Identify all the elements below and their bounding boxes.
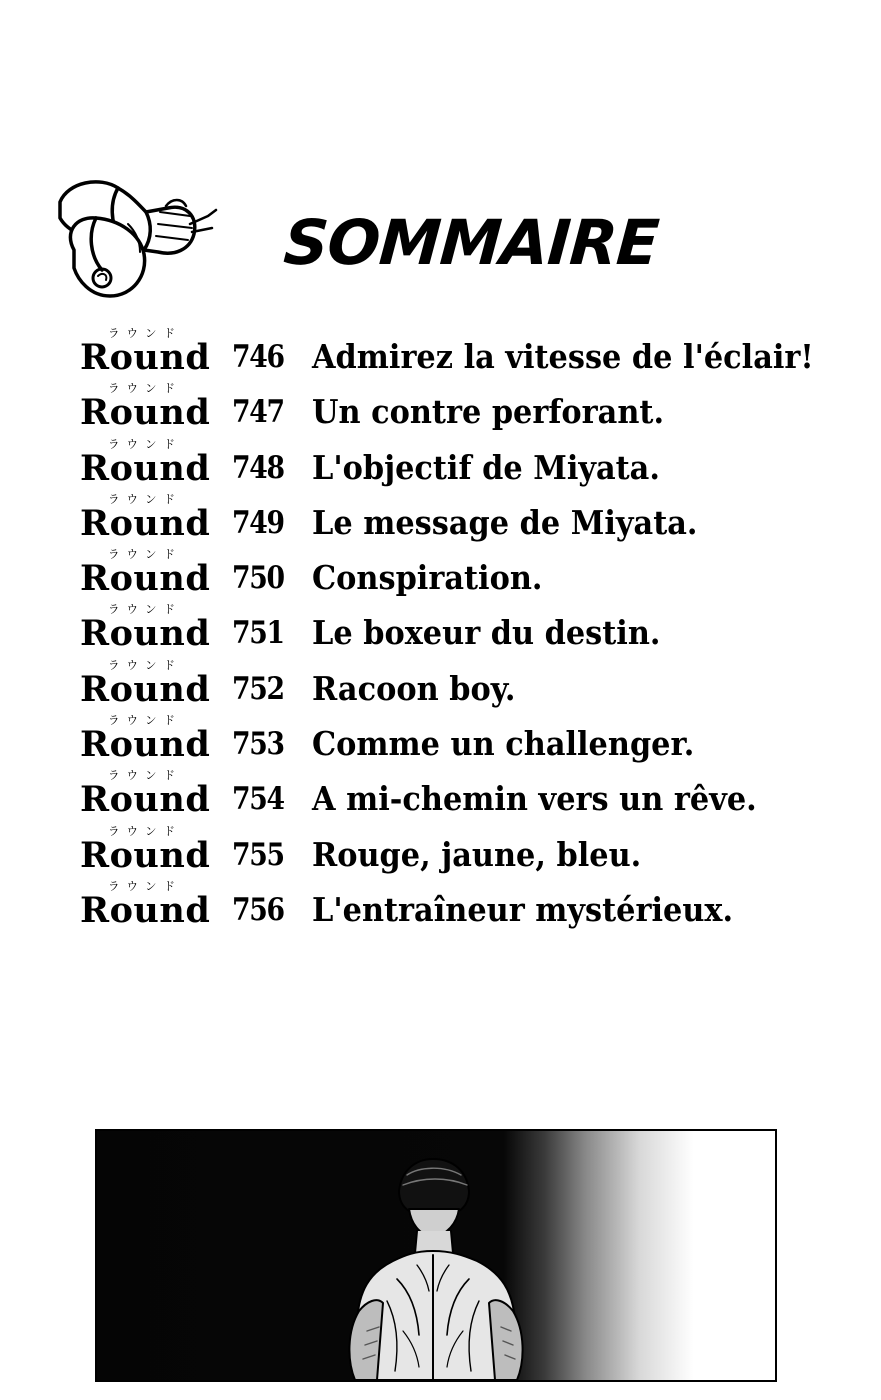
ruby-annotation: ラウンド bbox=[108, 657, 182, 672]
toc-entry bbox=[80, 383, 870, 438]
round-label: Round bbox=[80, 447, 211, 489]
round-label: Round bbox=[80, 558, 211, 600]
round-number: 753 bbox=[232, 726, 284, 763]
toc-entry bbox=[80, 770, 870, 825]
round-label: Round bbox=[80, 337, 211, 378]
round-label: Round bbox=[80, 889, 211, 931]
ruby-annotation: ラウンド bbox=[108, 326, 182, 340]
round-label: Round bbox=[80, 392, 211, 434]
round-number: 756 bbox=[232, 891, 284, 928]
ruby-annotation: ラウンド bbox=[108, 602, 182, 617]
chapter-title: L'objectif de Miyata. bbox=[312, 447, 660, 487]
toc-entry bbox=[80, 657, 870, 715]
round-number: 752 bbox=[232, 670, 284, 707]
round-label: Round bbox=[80, 779, 211, 821]
toc-entry bbox=[80, 328, 870, 383]
round-number: 751 bbox=[232, 615, 284, 652]
table-of-contents bbox=[80, 328, 870, 936]
round-label: Round bbox=[80, 502, 211, 544]
chapter-title: Le boxeur du destin. bbox=[312, 613, 661, 653]
round-label: Round bbox=[80, 724, 211, 766]
round-label: Round bbox=[80, 834, 211, 876]
chapter-title: Comme un challenger. bbox=[312, 724, 695, 764]
chapter-title: Racoon boy. bbox=[312, 668, 516, 708]
toc-entry bbox=[80, 823, 870, 881]
ruby-annotation: ラウンド bbox=[108, 878, 182, 893]
boxer-silhouette bbox=[97, 1131, 775, 1380]
ruby-annotation: ラウンド bbox=[108, 547, 182, 562]
ruby-annotation: ラウンド bbox=[108, 823, 182, 838]
chapter-title: Rouge, jaune, bleu. bbox=[312, 834, 642, 874]
toc-entry bbox=[80, 491, 870, 549]
toc-entry bbox=[80, 436, 870, 494]
round-number: 749 bbox=[232, 504, 284, 541]
round-number: 750 bbox=[232, 560, 284, 597]
toc-entry bbox=[80, 715, 870, 770]
chapter-title: Conspiration. bbox=[312, 558, 543, 598]
chapter-title: Le message de Miyata. bbox=[312, 502, 698, 542]
toc-entry bbox=[80, 604, 870, 659]
chapter-title: L'entraîneur mystérieux. bbox=[312, 889, 734, 929]
ruby-annotation: ラウンド bbox=[108, 713, 182, 728]
ruby-annotation: ラウンド bbox=[108, 491, 182, 506]
round-number: 747 bbox=[232, 394, 284, 431]
toc-entry bbox=[80, 549, 870, 604]
page-title: SOMMAIRE bbox=[281, 206, 661, 279]
ruby-annotation: ラウンド bbox=[108, 436, 182, 451]
toc-entry bbox=[80, 878, 870, 936]
ruby-annotation: ラウンド bbox=[108, 768, 182, 783]
ruby-annotation: ラウンド bbox=[108, 381, 182, 396]
chapter-title: Un contre perforant. bbox=[312, 392, 665, 432]
round-label: Round bbox=[80, 613, 211, 655]
round-number: 754 bbox=[232, 781, 284, 818]
chapter-title: Admirez la vitesse de l'éclair! bbox=[312, 337, 814, 376]
round-label: Round bbox=[80, 668, 211, 710]
boxer-back-illustration bbox=[95, 1129, 777, 1382]
round-number: 746 bbox=[232, 339, 284, 375]
chapter-title: A mi-chemin vers un rêve. bbox=[312, 779, 757, 819]
boxing-gloves-icon bbox=[40, 172, 230, 307]
round-number: 755 bbox=[232, 836, 284, 873]
round-number: 748 bbox=[232, 449, 284, 486]
